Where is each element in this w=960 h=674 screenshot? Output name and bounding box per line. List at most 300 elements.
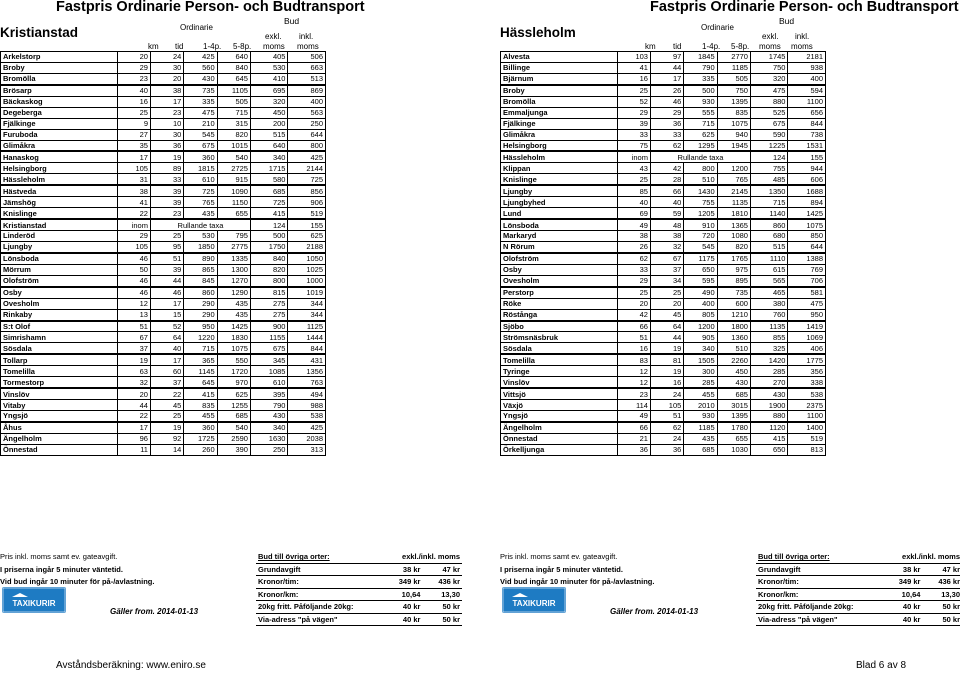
tid-cell: 64 [650,321,683,332]
price-5-8p-cell: 2775 [217,241,250,252]
bud-inkl-cell: 950 [788,309,826,320]
bud-inkl-cell: 1100 [788,96,826,107]
price-1-4p-cell: 755 [684,197,717,208]
destination-name: Helsingborg [1,163,118,174]
fee-row [756,576,960,589]
fee-inkl: 50 kr [422,613,462,626]
bud-exkl-cell: 1900 [750,400,788,411]
price-1-4p-cell: 560 [184,62,217,73]
bud-inkl-cell: 1419 [788,321,826,332]
price-5-8p-cell: 1030 [717,444,750,455]
price-1-4p-cell: 845 [184,275,217,286]
km-cell: 23 [617,388,650,399]
km-cell: 36 [617,444,650,455]
bud-exkl-cell: 725 [250,197,288,208]
table-row [1,287,326,298]
destination-name: Hanaskog [1,151,118,162]
km-cell: 21 [617,433,650,444]
table-row [501,309,826,320]
tid-cell: 33 [650,129,683,140]
note-loading: Vid bud ingår 10 minuter för på-/avlastning. [500,577,655,586]
destination-name: Tomelilla [1,366,118,377]
km-cell: 29 [617,107,650,118]
destination-name: Tomelilla [501,354,618,365]
note-price: Pris inkl. moms samt ev. gateavgift. [0,552,118,561]
km-cell: 37 [117,343,150,354]
bud-exkl-cell: 715 [750,197,788,208]
price-5-8p-cell: 1810 [717,208,750,219]
header-inkl: inkl. [795,32,810,41]
panel-title: Fastpris Ordinarie Person- och Budtransport [56,0,365,15]
tid-cell: 30 [150,62,183,73]
bud-inkl-cell: 2375 [788,400,826,411]
km-cell: 29 [117,62,150,73]
price-1-4p-cell: 340 [684,343,717,354]
km-cell: 66 [617,422,650,433]
table-row [1,208,326,219]
destination-name: Rinkaby [1,309,118,320]
price-5-8p-cell: 315 [217,118,250,129]
table-row [501,411,826,422]
price-5-8p-cell: 1075 [217,343,250,354]
tid-cell: 36 [150,140,183,151]
destination-name: Växjö [501,400,618,411]
price-1-4p-cell: 650 [684,264,717,275]
fee-row [256,576,462,589]
bud-exkl-cell: 285 [750,366,788,377]
price-5-8p-cell: 1395 [717,96,750,107]
bud-inkl-cell: 475 [788,298,826,309]
table-row [1,264,326,275]
bud-exkl-cell: 1110 [750,253,788,264]
fee-label: Via-adress "på vägen" [756,613,883,626]
km-cell: 25 [617,287,650,298]
fee-inkl: 47 kr [422,563,462,576]
tid-cell: 19 [650,343,683,354]
bud-inkl-cell: 706 [788,275,826,286]
price-5-8p-cell: 685 [217,411,250,422]
fee-column-header: exkl./inkl. moms [883,551,960,563]
destination-name: Yngsjö [1,411,118,422]
bud-inkl-cell: 338 [788,377,826,388]
km-cell: 12 [117,298,150,309]
fee-exkl: 10,64 [383,588,423,601]
tid-cell: 44 [650,332,683,343]
bud-inkl-cell: 944 [788,163,826,174]
bud-inkl-cell: 1400 [788,422,826,433]
km-cell: 67 [117,332,150,343]
price-1-4p-cell: 2010 [684,400,717,411]
tid-cell: 25 [150,231,183,242]
bud-exkl-cell: 530 [250,62,288,73]
tid-cell: 45 [650,309,683,320]
price-5-8p-cell: 540 [217,151,250,162]
bud-inkl-cell: 513 [288,73,326,84]
km-cell: 40 [617,197,650,208]
km-cell: 20 [617,298,650,309]
header-ordinarie: Ordinarie [701,23,734,32]
price-1-4p-cell: 455 [184,411,217,422]
price-5-8p-cell: 715 [217,107,250,118]
bud-inkl-cell: 344 [288,309,326,320]
price-1-4p-cell: 360 [184,151,217,162]
header-km: km [148,42,159,51]
tid-cell: 25 [650,287,683,298]
fee-exkl: 349 kr [883,576,923,589]
price-1-4p-cell: 335 [684,73,717,84]
tid-cell: 105 [650,400,683,411]
destination-name: Örkelljunga [501,444,618,455]
bud-exkl-cell: 430 [750,388,788,399]
table-row [501,343,826,354]
km-cell: 17 [117,422,150,433]
price-1-4p-cell: 300 [684,366,717,377]
price-1-4p-cell: 720 [684,231,717,242]
bud-exkl-cell: 485 [750,174,788,185]
fee-exkl: 38 kr [383,563,423,576]
table-row [1,444,326,455]
bud-exkl-cell: 1155 [250,332,288,343]
km-cell: 52 [617,96,650,107]
price-5-8p-cell: 390 [217,444,250,455]
price-5-8p-cell: 1945 [717,140,750,151]
tid-cell: 36 [650,118,683,129]
km-cell: 51 [617,332,650,343]
km-cell: 46 [117,287,150,298]
fee-row [756,563,960,576]
price-5-8p-cell: 1300 [217,264,250,275]
km-cell: 29 [617,275,650,286]
price-1-4p-cell: 715 [184,343,217,354]
bud-inkl-cell: 1775 [788,354,826,365]
tid-cell: 42 [650,163,683,174]
destination-name: Markaryd [501,231,618,242]
table-row [501,321,826,332]
bud-exkl-cell: 250 [250,444,288,455]
price-1-4p-cell: 905 [684,332,717,343]
bud-inkl-cell: 800 [288,140,326,151]
tid-cell: 39 [150,264,183,275]
rate-note-cell: Rullande taxa [150,219,250,230]
bud-exkl-cell: 1350 [750,185,788,196]
price-1-4p-cell: 290 [184,309,217,320]
tid-cell: 17 [150,354,183,365]
price-1-4p-cell: 685 [684,444,717,455]
tid-cell: 62 [650,422,683,433]
price-1-4p-cell: 610 [184,174,217,185]
header-1-4p: 1-4p. [203,42,222,51]
price-5-8p-cell: 1765 [717,253,750,264]
destination-name: Önnestad [501,433,618,444]
km-cell: 66 [617,321,650,332]
price-1-4p-cell: 1205 [684,208,717,219]
valid-from: Gäller from. 2014-01-13 [610,607,699,616]
destination-name: Degeberga [1,107,118,118]
price-5-8p-cell: 1135 [717,197,750,208]
km-cell: 63 [117,366,150,377]
table-row [1,163,326,174]
tid-cell: 60 [150,366,183,377]
fee-label: Kronor/tim: [756,576,883,589]
km-cell: 35 [117,140,150,151]
bud-inkl-cell: 538 [788,388,826,399]
table-row [1,298,326,309]
km-cell: 49 [617,411,650,422]
destination-name: Glimåkra [501,129,618,140]
bud-inkl-cell: 563 [288,107,326,118]
price-5-8p-cell: 550 [217,354,250,365]
km-cell: 105 [117,163,150,174]
tid-cell: 33 [150,174,183,185]
bud-exkl-cell: 320 [250,96,288,107]
destination-name: Broby [501,85,618,96]
destination-name: Fjälkinge [501,118,618,129]
footer-notes [500,551,750,589]
tid-cell: 37 [650,264,683,275]
bud-exkl-cell: 430 [250,411,288,422]
fee-exkl: 40 kr [383,601,423,614]
price-1-4p-cell: 765 [184,197,217,208]
distance-source: Avståndsberäkning: www.eniro.se [56,660,206,671]
bud-exkl-cell: 1140 [750,208,788,219]
price-5-8p-cell: 2590 [217,433,250,444]
fee-inkl: 13,30 [422,588,462,601]
price-1-4p-cell: 365 [184,354,217,365]
price-5-8p-cell: 820 [717,241,750,252]
km-cell: 49 [617,219,650,230]
tid-cell: 81 [650,354,683,365]
bud-exkl-cell: 450 [250,107,288,118]
tid-cell: 30 [150,129,183,140]
bud-exkl-cell: 590 [750,129,788,140]
header-exkl: exkl. [762,32,779,41]
table-row [1,411,326,422]
price-5-8p-cell: 1720 [217,366,250,377]
price-1-4p-cell: 790 [684,62,717,73]
destination-name: Alvesta [501,52,618,63]
km-cell: 16 [617,73,650,84]
fee-label: 20kg fritt. Påföljande 20kg: [256,601,383,614]
fee-exkl: 10,64 [883,588,923,601]
km-cell: 17 [117,151,150,162]
fee-inkl: 47 kr [922,563,960,576]
km-cell: 29 [117,231,150,242]
table-row [501,241,826,252]
destination-name: Vinslöv [1,388,118,399]
header-exkl: exkl. [265,32,282,41]
bud-exkl-cell: 1120 [750,422,788,433]
price-1-4p-cell: 930 [684,96,717,107]
destination-name: Brösarp [1,85,118,96]
price-5-8p-cell: 1150 [217,197,250,208]
tid-cell: 66 [650,185,683,196]
tid-cell: 67 [650,253,683,264]
table-row [501,151,826,162]
price-5-8p-cell: 505 [717,73,750,84]
price-5-8p-cell: 1360 [717,332,750,343]
km-cell: 11 [117,444,150,455]
bud-exkl-cell: 200 [250,118,288,129]
bud-inkl-cell: 431 [288,354,326,365]
tid-cell: 26 [650,85,683,96]
bud-inkl-cell: 1356 [288,366,326,377]
fee-inkl: 13,30 [922,588,960,601]
bud-exkl-cell: 1630 [250,433,288,444]
header-moms-exkl: moms [759,42,781,51]
bud-inkl-cell: 1019 [288,287,326,298]
header-tid: tid [175,42,184,51]
price-1-4p-cell: 555 [684,107,717,118]
rate-note-cell: Rullande taxa [650,151,750,162]
price-1-4p-cell: 475 [184,107,217,118]
fees-table [256,551,462,626]
table-row [1,332,326,343]
table-row [1,62,326,73]
tid-cell: 34 [650,275,683,286]
bud-inkl-cell: 644 [288,129,326,140]
fee-label: Via-adress "på vägen" [256,613,383,626]
bud-exkl-cell: 525 [750,107,788,118]
price-1-4p-cell: 1725 [184,433,217,444]
table-row [1,140,326,151]
destination-name: Ovesholm [501,275,618,286]
destination-name: Mörrum [1,264,118,275]
price-5-8p-cell: 1090 [217,185,250,196]
fee-row [256,613,462,626]
header-5-8p: 5-8p. [233,42,252,51]
km-cell: 75 [617,140,650,151]
table-row [501,140,826,151]
bud-exkl-cell: 395 [250,388,288,399]
tid-cell: 36 [650,444,683,455]
km-cell: inom [117,219,150,230]
km-cell: 46 [117,253,150,264]
price-1-4p-cell: 930 [684,411,717,422]
header-ordinarie: Ordinarie [180,23,213,32]
tid-cell: 38 [650,231,683,242]
price-5-8p-cell: 1335 [217,253,250,264]
price-5-8p-cell: 2260 [717,354,750,365]
price-1-4p-cell: 210 [184,118,217,129]
table-row [501,400,826,411]
bud-exkl-cell: 345 [250,354,288,365]
destination-name: Hässleholm [1,174,118,185]
fee-label: Bud till övriga orter: [256,551,383,563]
panel-title: Fastpris Ordinarie Person- och Budtransport [650,0,959,15]
bud-inkl-cell: 644 [788,241,826,252]
bud-exkl-cell: 685 [250,185,288,196]
destination-name: Ljungbyhed [501,197,618,208]
km-cell: 31 [117,174,150,185]
km-cell: 38 [617,231,650,242]
bud-exkl-cell: 515 [250,129,288,140]
tid-cell: 20 [650,298,683,309]
price-5-8p-cell: 2145 [717,185,750,196]
footer-notes [0,551,250,589]
tid-cell: 23 [150,107,183,118]
price-1-4p-cell: 1175 [684,253,717,264]
price-1-4p-cell: 890 [184,253,217,264]
note-waiting: I priserna ingår 5 minuter väntetid. [0,564,123,574]
table-row [501,208,826,219]
price-1-4p-cell: 1295 [684,140,717,151]
km-cell: 39 [617,118,650,129]
tid-cell: 95 [150,241,183,252]
table-row [1,422,326,433]
tid-cell: 20 [150,73,183,84]
table-row [501,231,826,242]
price-1-4p-cell: 625 [684,129,717,140]
bud-exkl-cell: 815 [250,287,288,298]
table-row [1,321,326,332]
fee-label: Grundavgift [256,563,383,576]
tid-cell: 39 [150,185,183,196]
destination-name: Ljungby [501,185,618,196]
bud-exkl-cell: 615 [750,264,788,275]
bud-exkl-cell: 380 [750,298,788,309]
fee-inkl: 50 kr [922,613,960,626]
tid-cell: 45 [150,400,183,411]
bud-exkl-cell: 580 [250,174,288,185]
price-1-4p-cell: 260 [184,444,217,455]
bud-inkl-cell: 1100 [788,411,826,422]
destination-name: Ljungby [1,241,118,252]
table-row [501,163,826,174]
tid-cell: 89 [150,163,183,174]
destination-name: Arkelstorp [1,52,118,63]
table-row [1,118,326,129]
destination-name: Kristianstad [1,219,118,230]
price-5-8p-cell: 640 [217,52,250,63]
destination-name: Emmaljunga [501,107,618,118]
bud-inkl-cell: 1069 [788,332,826,343]
price-1-4p-cell: 865 [184,264,217,275]
bud-inkl-cell: 844 [788,118,826,129]
price-5-8p-cell: 1075 [717,118,750,129]
table-row [1,275,326,286]
bud-inkl-cell: 1125 [288,321,326,332]
bud-inkl-cell: 606 [788,174,826,185]
destination-name: Ovesholm [1,298,118,309]
table-row [501,422,826,433]
price-1-4p-cell: 1430 [684,185,717,196]
table-row [501,433,826,444]
fee-row [256,563,462,576]
price-5-8p-cell: 1425 [217,321,250,332]
note-waiting: I priserna ingår 5 minuter väntetid. [500,564,623,574]
fee-row [756,551,960,563]
bud-inkl-cell: 155 [788,151,826,162]
price-1-4p-cell: 360 [184,422,217,433]
fee-inkl: 436 kr [422,576,462,589]
price-1-4p-cell: 290 [184,298,217,309]
destination-name: Glimåkra [1,140,118,151]
bud-inkl-cell: 625 [288,231,326,242]
km-cell: 103 [617,52,650,63]
km-cell: 16 [617,343,650,354]
price-1-4p-cell: 735 [184,85,217,96]
km-cell: 43 [617,163,650,174]
table-row [501,129,826,140]
bud-inkl-cell: 1388 [788,253,826,264]
destination-name: Tormestorp [1,377,118,388]
tid-cell: 10 [150,118,183,129]
destination-name: Hästveda [1,185,118,196]
bud-inkl-cell: 1000 [288,275,326,286]
table-row [501,253,826,264]
tid-cell: 92 [150,433,183,444]
destination-name: Åhus [1,422,118,433]
